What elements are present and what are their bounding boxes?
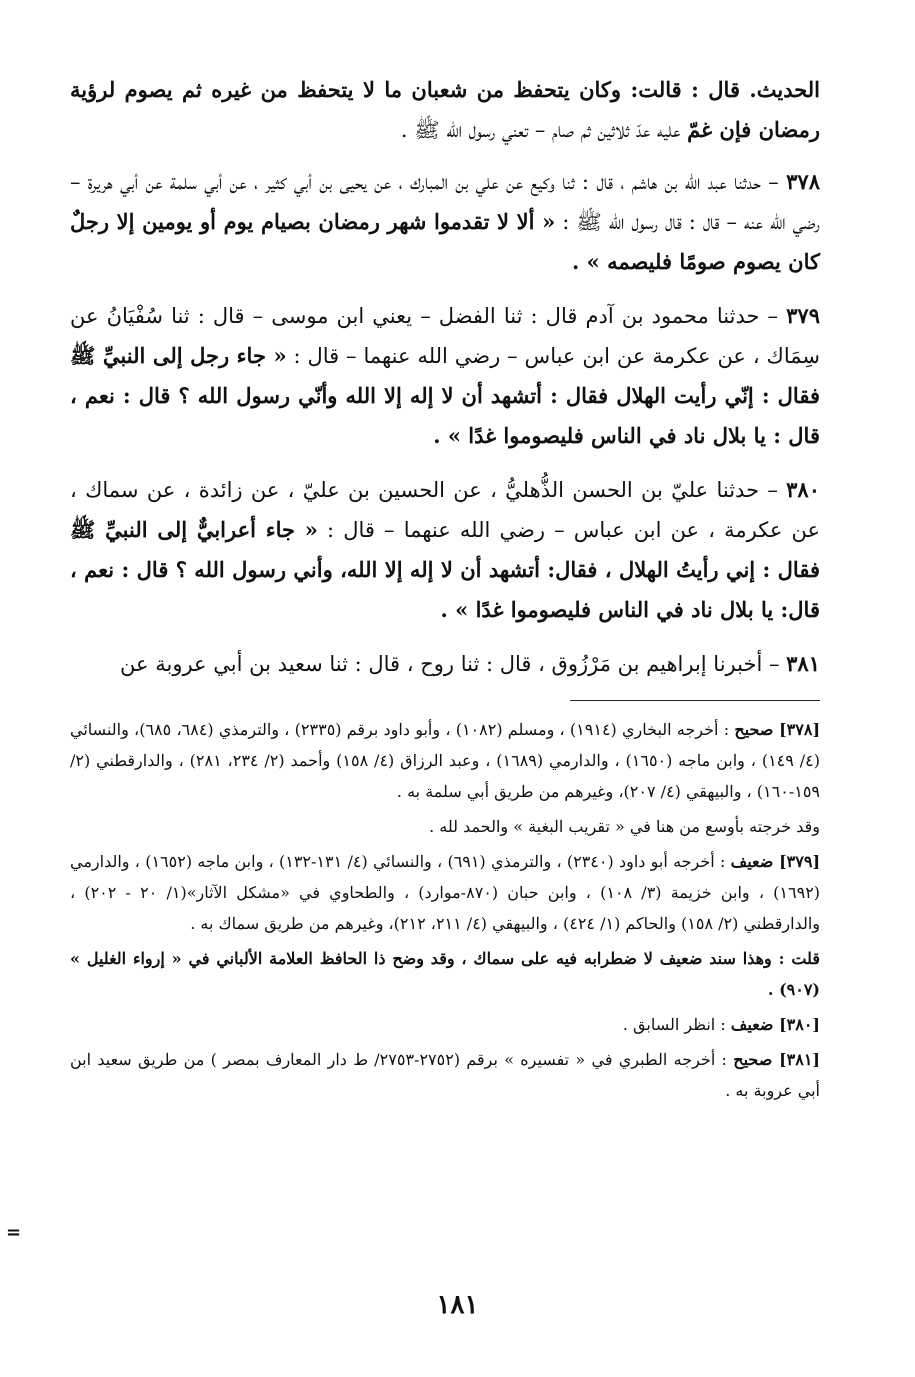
footnote-label: [٣٧٨] صحيح (734, 720, 821, 739)
footnote-separator (570, 700, 820, 701)
hadith-number: ٣٨٠ (786, 477, 820, 502)
hadith-378 (70, 162, 820, 282)
footnote-text: : أخرجه أبو داود (٢٣٤٠) ، والترمذي (٦٩١) ، والنسائي (٤/ ١٣١-١٣٢) ، وابن ماجه (١٦٥٢) ، والدارمي (١٦٩٢) ، وابن خزيمة (٣/ ١٠٨) ، وابن حبان (٨٧٠-موارد) ، والطحاوي في «مشكل الآثار»(١/ ٢٠ - ٢٠٢) ، والدارقطني (٢/ ١٥٨) والحاكم (١/ ٤٢٤) ، والبيهقي (٤/ ٢١١، ٢١٢)، وغيرهم من طريق سماك به . (70, 852, 821, 933)
footnote-text: : انظر السابق . (622, 1015, 731, 1034)
footnotes (70, 714, 820, 1110)
hadith-379 (70, 296, 820, 456)
book-page (70, 70, 820, 1350)
hadith-381 (70, 644, 820, 684)
hadith-number: ٣٨١ (786, 651, 820, 676)
footnote-text: : أخرجه البخاري (١٩١٤) ، ومسلم (١٠٨٢) ، وأبو داود برقم (٢٣٣٥) ، والترمذي (٦٨٤، ٦٨٥)، والنسائي (٤/ ١٤٩) ، وابن ماجه (١٦٥٠) ، والدارمي (١٦٨٩) ، وعبد الرزاق (٤/ ١٥٨) وأحمد (٢/ ٢٣٤، ٢٨١) ، والدارقطني (٢/ ١٥٩-١٦٠) ، والبيهقي (٤/ ٢٠٧)، وغيرهم من طريق أبي سلمة به . (70, 720, 820, 801)
hadith-matn: « ألا لا تقدموا شهر رمضان بصيام يوم أو يومين إلا رجلٌ كان يصوم صومًا فليصمه » . (70, 209, 820, 274)
hadith-number: ٣٧٩ (786, 303, 820, 328)
continuation-text-b: عليه عدّ ثلاثين ثم صام – تعني رسول الله ﷺ . (400, 118, 681, 142)
continuation-text-a: الحديث. قال : قالت: وكان يتحفظ من شعبان ما لا يتحفظ من غيره ثم يصوم لرؤية رمضان فإن غمّ (70, 77, 820, 142)
main-text (70, 70, 820, 684)
hadith-matn-cont: إنّي رأيت الهلال فقال : أتشهد أن لا إله إلا الله وأنّي رسول الله ؟ قال : نعم ، قال : يا بلال ناد في الناس فليصوموا غدًا » . (70, 383, 820, 448)
hadith-number: ٣٧٨ (786, 169, 820, 194)
hadith-isnad: – حدثنا عليّ بن الحسن الذُّهليُّ ، عن الحسين بن عليّ ، عن زائدة ، عن سماك ، عن عكرمة ، عن ابن عباس – رضي الله عنهما – قال : (70, 478, 821, 542)
hadith-matn: « جاء رجل إلى النبيِّ ﷺ فقال : (70, 343, 820, 408)
hadith-380 (70, 470, 820, 630)
footnote-378-extra: وقد خرجته بأوسع من هنا في « تقريب البغية » والحمد لله . (429, 817, 820, 836)
footnote-381 (70, 1044, 820, 1106)
continuation-mark: = (6, 1222, 22, 1243)
paragraph-continuation (70, 70, 820, 150)
footnote-378 (70, 714, 820, 807)
page-number: ١٨١ (436, 1290, 479, 1320)
hadith-isnad: – أخبرنا إبراهيم بن مَرْزُوق ، قال : ثنا روح ، قال : ثنا سعيد بن أبي عروبة عن (120, 652, 787, 676)
footnote-379-extra: قلت : وهذا سند ضعيف لا ضطرابه فيه على سماك ، وقد وضح ذا الحافظ العلامة الألباني في « إرواء الغليل » (٩٠٧) . (70, 949, 821, 999)
hadith-isnad: – حدثنا محمود بن آدم قال : ثنا الفضل – يعني ابن موسى – قال : ثنا سُفْيَانُ عن سِمَاك ، عن عكرمة عن ابن عباس – رضي الله عنهما – قال : (70, 304, 820, 368)
footnote-380 (70, 1009, 820, 1040)
footnote-text: : أخرجه الطبري في « تفسيره » برقم (٢٧٥٢-٢٧٥٣/ ط دار المعارف بمصر ) من طريق سعيد ابن أبي عروبة به . (70, 1050, 820, 1100)
hadith-matn: « جاء أعرابيٌّ إلى النبيِّ ﷺ فقال : إني رأيتُ الهلال ، فقال: أتشهد أن لا إله إلا الله، وأني رسول الله ؟ قال : نعم ، قال: يا بلال ناد في الناس فليصوموا غدًا » . (70, 517, 820, 622)
footnote-379 (70, 846, 820, 939)
hadith-isnad: – حدثنا عبد الله بن هاشم ، قال : ثنا وكيع عن علي بن المبارك ، عن يحيى بن أبي كثير ، عن أبي سلمة عن أبي هريرة – رضي الله عنه – قال : قال رسول الله ﷺ : (70, 170, 820, 234)
footnote-label: [٣٨٠] ضعيف (730, 1015, 820, 1034)
footnote-label: [٣٧٩] ضعيف (730, 852, 821, 871)
footnote-label: [٣٨١] صحيح (733, 1050, 820, 1069)
